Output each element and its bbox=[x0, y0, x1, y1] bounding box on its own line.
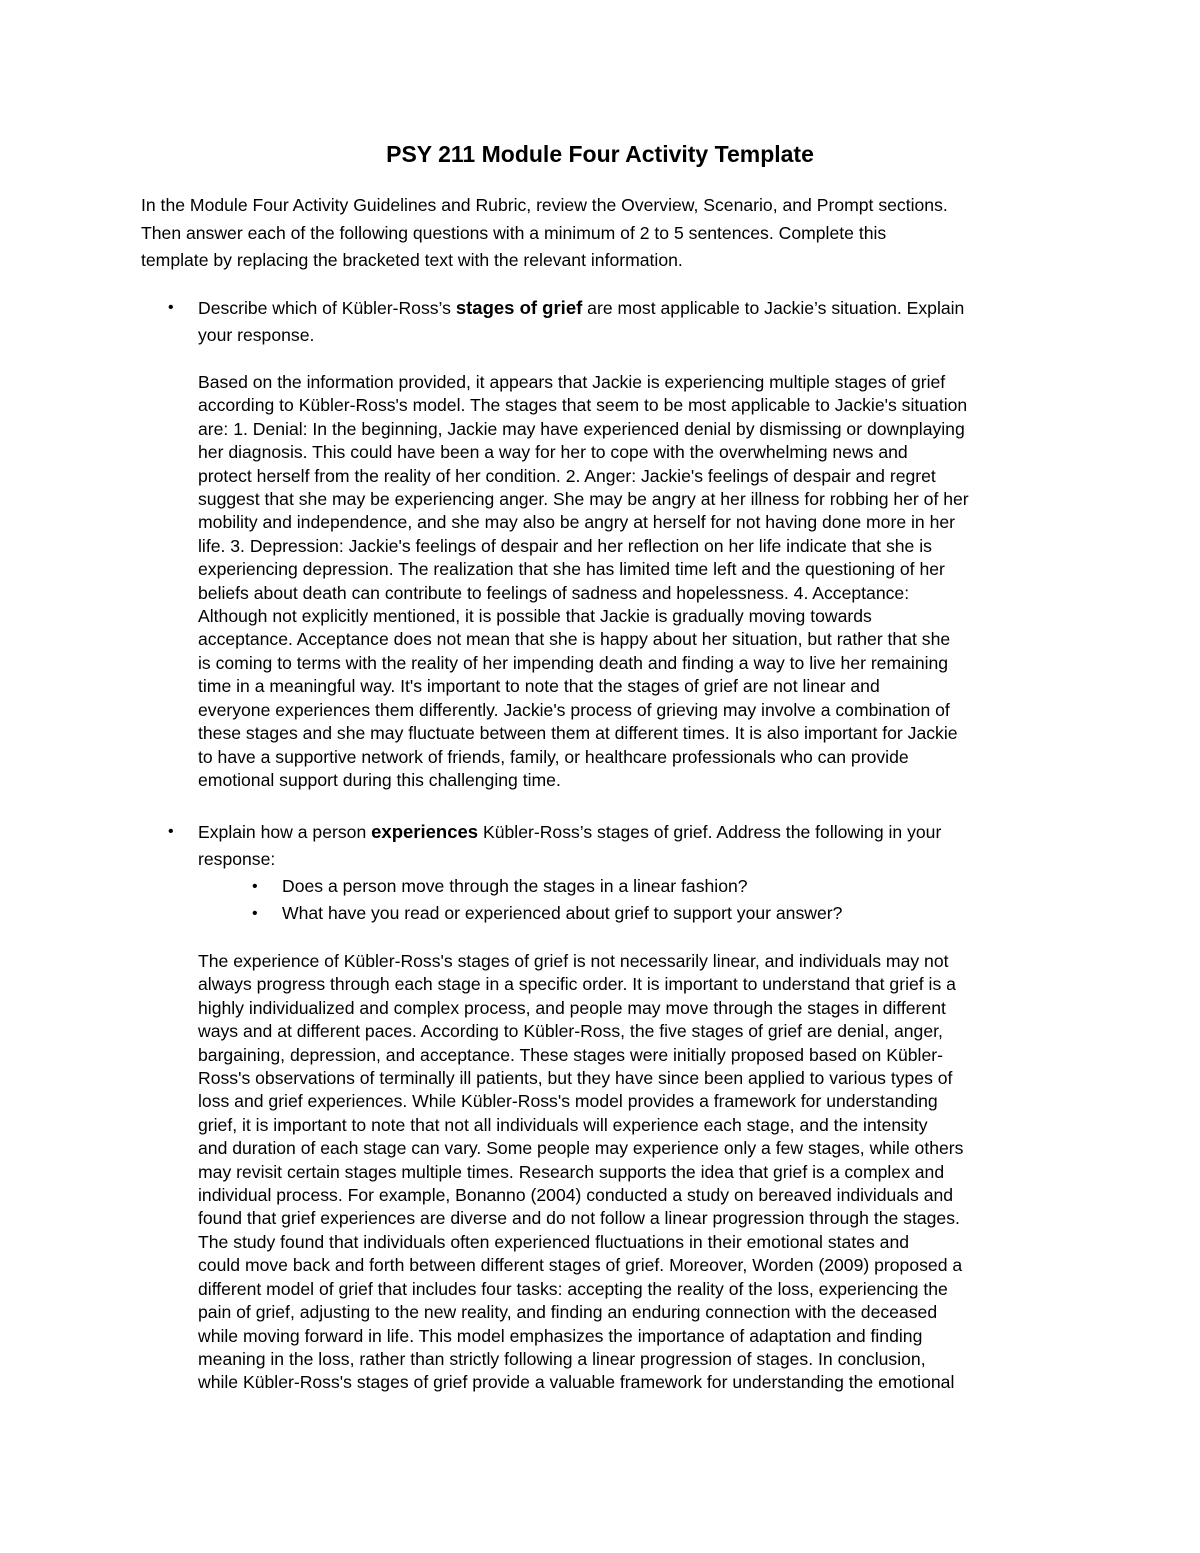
answer-2-line: found that grief experiences are diverse and do not follow a linear progression through the stages. bbox=[198, 1208, 960, 1229]
answer-1-line: acceptance. Acceptance does not mean that she is happy about her situation, but rather that she bbox=[198, 629, 951, 650]
answer-1-line: everyone experiences them differently. Jackie's process of grieving may involve a combination of bbox=[198, 699, 950, 720]
answer-2-line: The study found that individuals often experienced fluctuations in their emotional states and bbox=[198, 1231, 910, 1252]
answer-1-line: according to Kübler-Ross's model. The stages that seem to be most applicable to Jackie's situation bbox=[198, 395, 968, 416]
answer-1-line: to have a supportive network of friends, family, or healthcare professionals who can provide bbox=[198, 746, 909, 767]
answer-2 bbox=[198, 950, 1078, 1395]
question-1-keyword: stages of grief bbox=[455, 297, 583, 318]
sub-list-item-text: Does a person move through the stages in a linear fashion? bbox=[282, 876, 748, 896]
answer-1-line: mobility and independence, and she may also be angry at herself for not having done more in her bbox=[198, 512, 956, 533]
answer-2-line: could move back and forth between different stages of grief. Moreover, Worden (2009) proposed a bbox=[198, 1255, 963, 1276]
question-1-text-before: Describe which of Kübler-Ross’s bbox=[198, 298, 456, 318]
answer-1-line: is coming to terms with the reality of her impending death and finding a way to live her remaining bbox=[198, 652, 949, 673]
answer-1-line: her diagnosis. This could have been a way for her to cope with the overwhelming news and bbox=[198, 442, 908, 463]
bullet-icon: • bbox=[168, 299, 174, 316]
question-2-line-1 bbox=[198, 818, 1078, 846]
question-1-line-2: your response. bbox=[198, 325, 315, 345]
question-2-line-2: response: bbox=[198, 849, 276, 869]
answer-2-line: and duration of each stage can vary. Some people may experience only a few stages, while others bbox=[198, 1138, 964, 1159]
intro-line: In the Module Four Activity Guidelines and Rubric, review the Overview, Scenario, and Prompt sections. bbox=[141, 195, 948, 215]
answer-2-line: bargaining, depression, and acceptance. These stages were initially proposed based on Kübler- bbox=[198, 1044, 943, 1065]
answer-1-line: beliefs about death can contribute to feelings of sadness and hopelessness. 4. Acceptance: bbox=[198, 582, 910, 603]
answer-2-line: The experience of Kübler-Ross's stages of grief is not necessarily linear, and individuals may not bbox=[198, 951, 949, 971]
question-1 bbox=[168, 294, 1078, 349]
answer-1-line: experiencing depression. The realization that she has limited time left and the questioning of her bbox=[198, 559, 945, 580]
answer-2-line: highly individualized and complex process, and people may move through the stages in different bbox=[198, 997, 946, 1018]
answer-1-line: time in a meaningful way. It's important to note that the stages of grief are not linear and bbox=[198, 676, 880, 697]
question-2-text-after: Kübler-Ross’s stages of grief. Address the following in your bbox=[478, 822, 942, 842]
intro-paragraph bbox=[141, 192, 1081, 275]
answer-2-line: pain of grief, adjusting to the new reality, and finding an enduring connection with the deceased bbox=[198, 1302, 938, 1323]
bullet-icon: • bbox=[168, 823, 174, 840]
answer-1-line: suggest that she may be experiencing anger. She may be angry at her illness for robbing her of her bbox=[198, 489, 969, 510]
answer-1 bbox=[198, 371, 1078, 792]
answer-2-line: different model of grief that includes four tasks: accepting the reality of the loss, experiencing the bbox=[198, 1278, 948, 1299]
answer-2-line: may revisit certain stages multiple times. Research supports the idea that grief is a complex and bbox=[198, 1161, 945, 1182]
answer-1-line: Although not explicitly mentioned, it is possible that Jackie is gradually moving towards bbox=[198, 606, 872, 627]
sub-list-item bbox=[252, 873, 1082, 900]
question-2-text-before: Explain how a person bbox=[198, 822, 372, 842]
answer-1-line: life. 3. Depression: Jackie's feelings of despair and her reflection on her life indicate that she is bbox=[198, 535, 932, 556]
question-1-text-after: are most applicable to Jackie’s situation. Explain bbox=[582, 298, 965, 318]
answer-2-line: ways and at different paces. According to Kübler-Ross, the five stages of grief are denial, anger, bbox=[198, 1021, 943, 1042]
intro-line: Then answer each of the following questions with a minimum of 2 to 5 sentences. Complete this bbox=[141, 222, 887, 243]
answer-2-line: grief, it is important to note that not all individuals will experience each stage, and the intensity bbox=[198, 1114, 928, 1135]
question-2-sub-list bbox=[252, 873, 1082, 927]
answer-2-line: while Kübler-Ross's stages of grief provide a valuable framework for understanding the emotional bbox=[198, 1372, 955, 1393]
answer-1-line: are: 1. Denial: In the beginning, Jackie may have experienced denial by dismissing or downplaying bbox=[198, 418, 965, 439]
answer-2-line: always progress through each stage in a specific order. It is important to understand that grief is a bbox=[198, 974, 956, 995]
answer-1-line: emotional support during this challenging time. bbox=[198, 769, 561, 790]
answer-2-line: Ross's observations of terminally ill patients, but they have since been applied to various types of bbox=[198, 1068, 953, 1089]
answer-1-line: protect herself from the reality of her condition. 2. Anger: Jackie's feelings of despair and regret bbox=[198, 465, 936, 486]
question-1-line-1 bbox=[198, 294, 1078, 322]
answer-1-line: Based on the information provided, it appears that Jackie is experiencing multiple stages of grief bbox=[198, 372, 946, 392]
answer-2-line: meaning in the loss, rather than strictly following a linear progression of stages. In conclusion, bbox=[198, 1348, 926, 1369]
answer-2-line: while moving forward in life. This model emphasizes the importance of adaptation and finding bbox=[198, 1325, 923, 1346]
sub-list-item bbox=[252, 900, 1082, 927]
answer-2-line: individual process. For example, Bonanno (2004) conducted a study on bereaved individuals and bbox=[198, 1185, 954, 1206]
answer-1-line: these stages and she may fluctuate between them at different times. It is also important for Jackie bbox=[198, 723, 958, 744]
question-2 bbox=[168, 818, 1078, 873]
question-2-keyword: experiences bbox=[371, 821, 479, 842]
bullet-icon: • bbox=[252, 905, 258, 922]
sub-list-item-text: What have you read or experienced about grief to support your answer? bbox=[282, 903, 843, 923]
bullet-icon: • bbox=[252, 878, 258, 895]
document-title: PSY 211 Module Four Activity Template bbox=[386, 141, 814, 167]
intro-line: template by replacing the bracketed text with the relevant information. bbox=[141, 250, 683, 270]
answer-2-line: loss and grief experiences. While Kübler-Ross's model provides a framework for understanding bbox=[198, 1091, 938, 1112]
